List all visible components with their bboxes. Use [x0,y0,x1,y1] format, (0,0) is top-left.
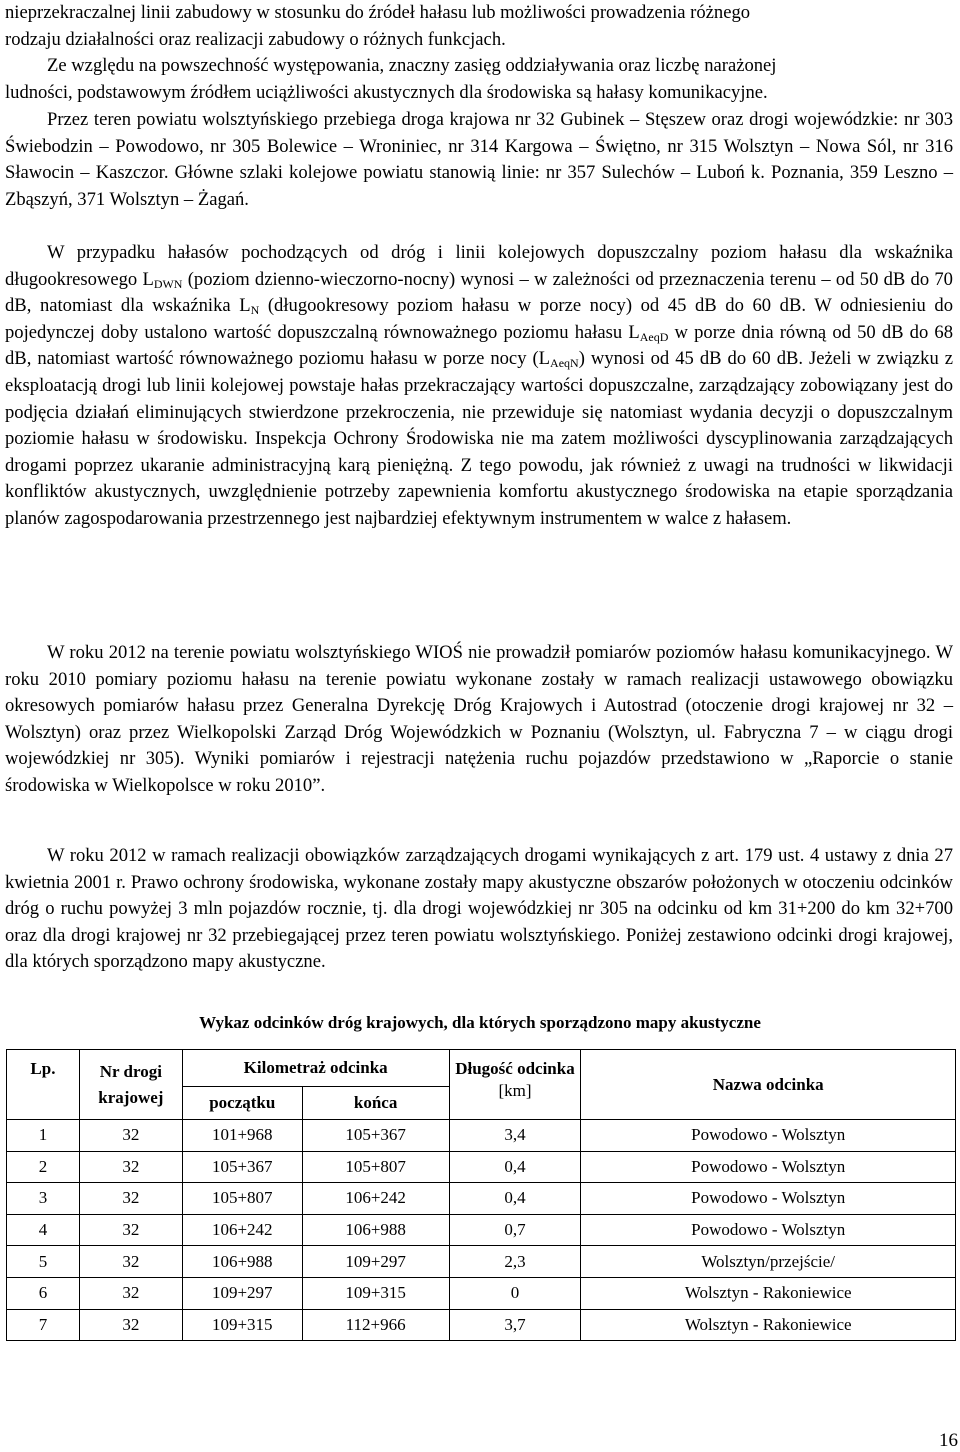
table-row: 1 32 101+968 105+367 3,4 Powodowo - Wolsztyn [7,1120,956,1152]
subscript-aeqn: AeqN [550,356,579,371]
paragraph-roads: Przez teren powiatu wolsztyńskiego przebiega droga krajowa nr 32 Gubinek – Stęszew oraz drogi wojewódzkie: nr 303 Świebodzin – Powodowo, nr 305 Bolewice – Wroniniec, nr 314 Kargowa – Świętno, nr 315 Wolsztyn – Nowa Sól, nr 316 Sławocin – Kaszczor. Główne szlaki kolejowe powiatu stanowią linie: nr 357 Sulechów – Luboń k. Poznania, 359 Leszno – Zbąszyń, 371 Wolsztyn – Żagań. [5,109,953,210]
road-sections-table [6,1049,956,1341]
table-row: 2 32 105+367 105+807 0,4 Powodowo - Wolsztyn [7,1151,956,1183]
table-row: 4 32 106+242 106+988 0,7 Powodowo - Wolsztyn [7,1214,956,1246]
paragraph-intro-continued: nieprzekraczalnej linii zabudowy w stosunku do źródeł hałasu lub możliwości prowadzenia różnego rodzaju działalności oraz realizacji zabudowy o różnych funkcjach. [5,2,751,50]
page-number: 16 [939,1430,958,1451]
paragraph-acoustic-maps: W roku 2012 w ramach realizacji obowiązków zarządzających drogami wynikających z art. 179 ust. 4 ustawy z dnia 27 kwietnia 2001 r. Prawo ochrony środowiska, wykonane zostały mapy akustyczne obszarów położonych w otoczeniu odcinków dróg o ruchu powyżej 3 mln pojazdów rocznie, tj. dla drogi wojewódzkiej nr 305 na odcinku od km 31+200 do km 32+700 oraz dla drogi krajowej nr 32 przebiegającej przez teren powiatu wolsztyńskiego. Poniżej zestawiono odcinki drogi krajowej, dla których sporządzono mapy akustyczne. [5,845,953,973]
header-start: początku [182,1087,302,1120]
header-end: końca [302,1087,449,1120]
header-road-number: Nr drogi krajowej [79,1050,182,1120]
paragraph-measurements: W roku 2012 na terenie powiatu wolsztyńskiego WIOŚ nie prowadził pomiarów poziomów hałasu komunikacyjnego. W roku 2010 pomiary poziomu hałasu na terenie powiatu wykonane zostały w ramach realizacji ustawowego obowiązku okresowych pomiarów hałasu przez Generalna Dyrekcję Dróg Krajowych i Autostrad (otoczenie drogi krajowej nr 32 – Wolsztyn) oraz przez Wielkopolski Zarząd Dróg Wojewódzkich w Poznaniu (Wolsztyn, ul. Fabryczna 7 – w ciągu drogi wojewódzkiej nr 305). Wyniki pomiarów i rejestracji natężenia ruchu pojazdów przedstawiono w „Raporcie o stanie środowiska w Wielkopolsce w roku 2010”. [5,642,953,796]
header-length: Długość odcinka [km] [449,1050,581,1120]
table-row: 6 32 109+297 109+315 0 Wolsztyn - Rakoniewice [7,1277,956,1309]
table-header-row [7,1050,956,1087]
header-section-name: Nazwa odcinka [581,1050,956,1120]
header-kilometrage: Kilometraż odcinka [182,1050,449,1087]
paragraph-noise-limits: W przypadku hałasów pochodzących od dróg i linii kolejowych dopuszczalny poziom hałasu dla wskaźnika długookresowego $L_{DWN}$ (poziom dzienno-wieczorno-nocny) wynosi – w zależności od przeznaczenia terenu – od 50 dB do 70 dB, natomiast dla wskaźnika $L_N$ (długookresowy poziom hałasu w porze nocy) od 45 dB do 60 dB. W odniesieniu do pojedynczej doby ustalono wartość dopuszczalną równoważnego poziomu hałasu $L_{AeqD}$ w porze dnia równą od 50 dB do 68 dB, natomiast wartość równoważnego poziomu hałasu w porze nocy $(L_{AeqN})$ wynosi od 45 dB do 60 dB. Jeżeli w związku z eksploatacją drogi lub linii kolejowej powstaje hałas przekraczający wartości dopuszczalne, zarządzający zobowiązany jest do podjęcia działań eliminujących stwierdzone przekroczenia, nie przewiduje się natomiast wydania decyzji o dopuszczalnym poziomie hałasu w środowisku. Inspekcja Ochrony Środowiska nie ma zatem możliwości dyscyplinowania zarządzających drogami poprzez ukaranie administracyjną karą pieniężną. Z tego powodu, jak również z uwagi na trudności w likwidacji konfliktów akustycznych, uwzględnienie potrzeby zapewnienia komfortu akustycznego środowiska na etapie sporządzania planów zagospodarowania przestrzennego jest najbardziej efektywnym instrumentem w walce z hałasem. [5,242,954,529]
subscript-dwn: DWN [153,276,183,291]
subscript-aeqd: AeqD [639,329,669,344]
paragraph-sources: Ze względu na powszechność występowania, znaczny zasięg oddziaływania oraz liczbę narażonej ludności, podstawowym źródłem uciążliwości akustycznych dla środowiska są hałasy komunikacyjne. [5,55,777,103]
table-row: 5 32 106+988 109+297 2,3 Wolsztyn/przejście/ [7,1246,956,1278]
subscript-n: N [250,303,260,318]
header-lp: Lp. [7,1050,80,1120]
table-caption: Wykaz odcinków dróg krajowych, dla których sporządzono mapy akustyczne [199,1013,761,1032]
table-row: 3 32 105+807 106+242 0,4 Powodowo - Wolsztyn [7,1183,956,1215]
table-row: 7 32 109+315 112+966 3,7 Wolsztyn - Rakoniewice [7,1309,956,1341]
